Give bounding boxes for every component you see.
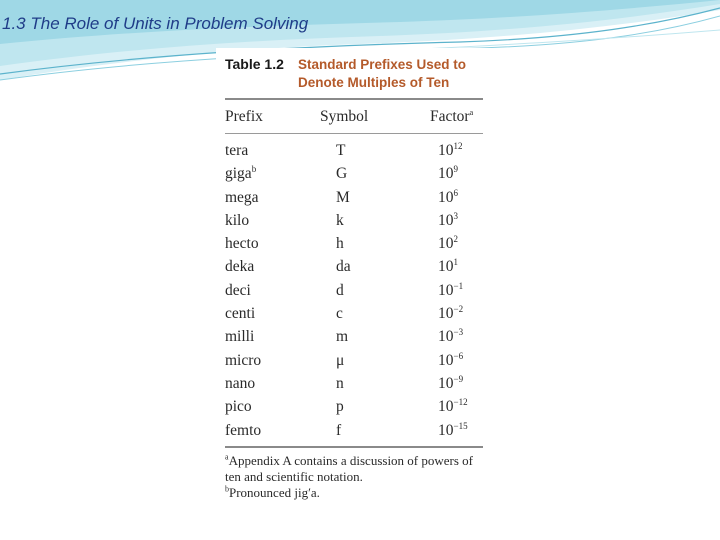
prefix-cell: femto — [225, 421, 262, 439]
column-header-prefix: Prefix — [225, 108, 263, 125]
column-header-symbol: Symbol — [320, 108, 369, 125]
table-top-rule — [225, 98, 483, 100]
table-footnotes — [225, 453, 487, 501]
factor-cell: $10^{12}$ — [438, 140, 463, 159]
table-row — [216, 304, 494, 327]
table-row — [216, 234, 494, 257]
prefix-cell: deci — [225, 281, 251, 299]
factor-cell: $10^{-6}$ — [438, 350, 464, 369]
symbol-cell: T — [336, 142, 346, 159]
table-bottom-rule — [225, 446, 483, 448]
footnote-b: $^b$Pronounced jig′a. — [225, 484, 320, 500]
table-header-rule — [225, 133, 483, 134]
prefix-cell: centi — [225, 305, 256, 323]
table-row — [216, 188, 494, 211]
factor-cell: $10^{-2}$ — [438, 303, 464, 323]
symbol-cell: da — [336, 258, 351, 276]
factor-cell: $10^{-15}$ — [438, 420, 468, 439]
prefix-cell: micro — [225, 351, 262, 369]
symbol-cell: p — [336, 398, 344, 416]
symbol-cell: G — [336, 165, 348, 183]
symbol-cell: c — [336, 305, 343, 323]
prefix-cell: hecto — [225, 235, 259, 253]
prefix-cell: nano — [225, 374, 256, 392]
factor-cell: $10^9$ — [438, 164, 458, 183]
symbol-cell: M — [336, 188, 350, 206]
table-row — [216, 374, 494, 397]
table-heading — [225, 56, 485, 92]
factor-cell: $10^1$ — [438, 257, 458, 276]
table-row — [216, 257, 494, 280]
symbol-cell: h — [336, 235, 344, 253]
prefix-cell: kilo — [225, 211, 250, 229]
table-row — [216, 164, 494, 187]
table-row — [216, 211, 494, 234]
table-row — [216, 327, 494, 350]
symbol-cell: m — [336, 328, 349, 346]
factor-cell: $10^{-3}$ — [438, 327, 464, 346]
prefix-cell: tera — [225, 142, 249, 159]
factor-cell: $10^6$ — [438, 187, 458, 206]
factor-cell: $10^{-12}$ — [438, 397, 468, 416]
table-caption: Standard Prefixes Used to Denote Multiples of Ten — [298, 57, 467, 90]
symbol-cell: n — [336, 374, 344, 392]
table-row — [216, 351, 494, 374]
column-header-factor-text: Factor — [430, 108, 470, 126]
table-row — [216, 281, 494, 304]
factor-cell: $10^{-1}$ — [438, 280, 464, 299]
slide-title: 1.3 The Role of Units in Problem Solving — [2, 14, 309, 33]
factor-cell: $10^3$ — [438, 210, 458, 229]
table-row — [216, 421, 494, 444]
prefix-cell: pico — [225, 398, 252, 416]
table-body — [216, 141, 494, 444]
prefix-cell: mega — [225, 188, 259, 206]
prefix-cell: deka — [225, 258, 255, 276]
footnote-a: $^a$Appendix A contains a discussion of powers of ten and scientific notation. — [225, 452, 474, 484]
table-label: Table 1.2 — [225, 56, 284, 72]
symbol-cell: μ — [336, 351, 345, 369]
prefix-cell: milli — [225, 328, 255, 346]
symbol-cell: f — [336, 421, 342, 439]
prefix-cell: giga$^b$ — [225, 164, 257, 183]
table-row — [216, 397, 494, 420]
footnote-marker: a — [469, 108, 474, 117]
prefix-table — [216, 48, 494, 510]
column-header-factor — [430, 108, 473, 126]
symbol-cell: d — [336, 281, 344, 299]
symbol-cell: k — [336, 211, 344, 229]
factor-cell: $10^{-9}$ — [438, 373, 464, 392]
table-row — [216, 141, 494, 164]
factor-cell: $10^2$ — [438, 234, 458, 253]
